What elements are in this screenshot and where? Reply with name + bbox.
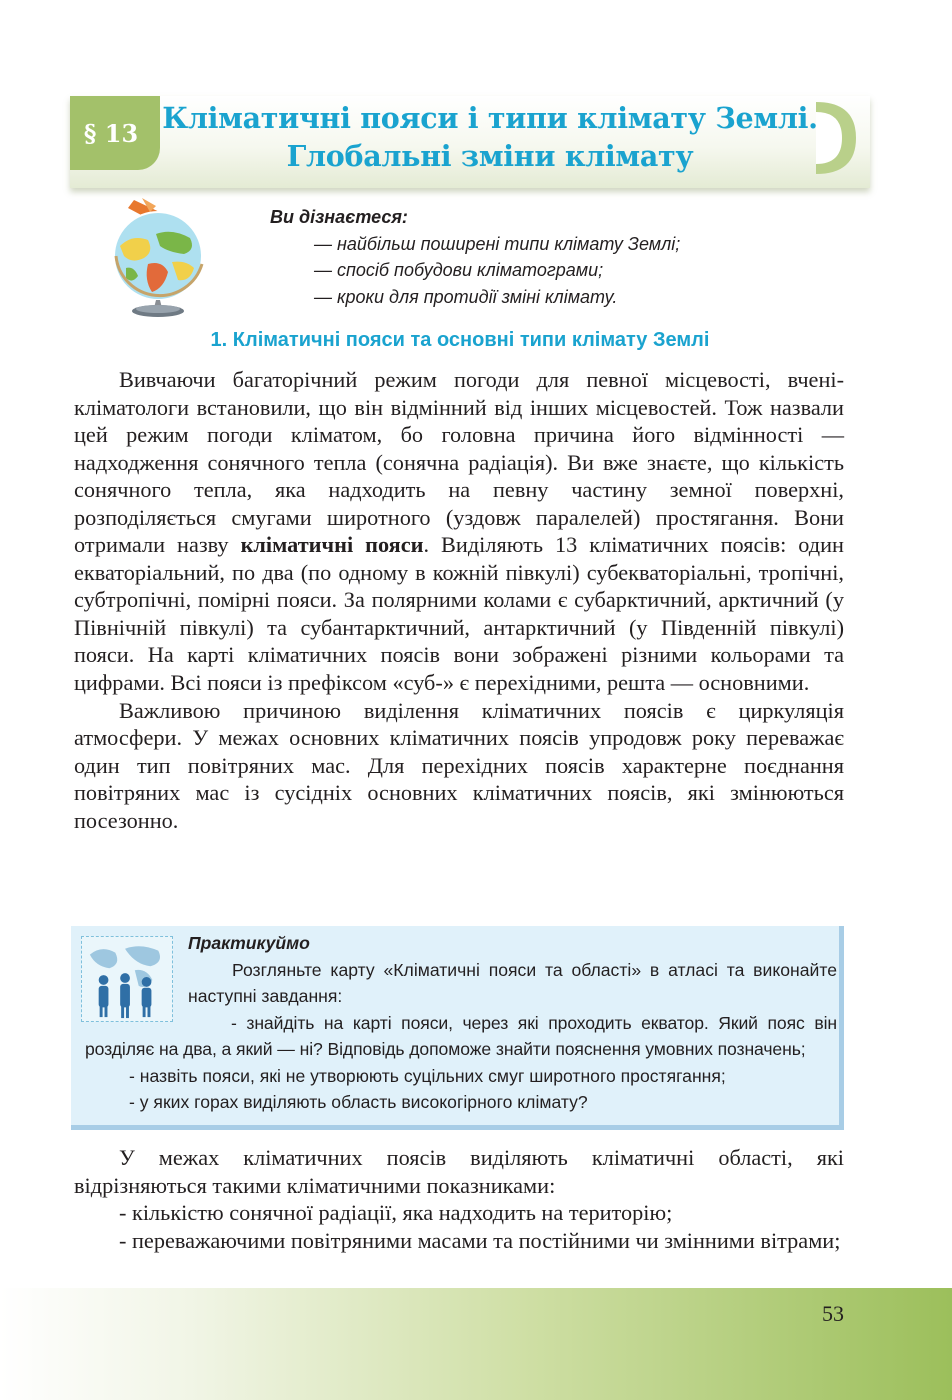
globe-icon xyxy=(98,194,226,320)
section-heading: 1. Кліматичні пояси та основні типи клімату Землі xyxy=(210,329,710,351)
learn-item: — спосіб побудови кліматограми; xyxy=(314,260,604,280)
title-line-2: Глобальні зміни клімату xyxy=(286,139,694,173)
paragraph-4: - кількістю сонячної радіації, яка надходить на територію; xyxy=(119,1200,673,1226)
page-title xyxy=(160,99,820,175)
paragraph-badge: § 13 xyxy=(70,96,160,170)
practice-intro: Розгляньте карту «Кліматичні пояси та області» в атласі та виконайте наступні завдання: xyxy=(188,959,837,1006)
page-number: 53 xyxy=(822,1301,844,1326)
title-line-1: Кліматичні пояси і типи клімату Землі. xyxy=(162,101,818,135)
paragraph-1 xyxy=(74,366,844,697)
practice-task: - назвіть пояси, які не утворюють суцільних смуг широтного простягання; xyxy=(129,1065,726,1086)
footer-band xyxy=(0,1288,952,1400)
paragraph-2: Важливою причиною виділення кліматичних поясів є циркуляція атмосфери. У межах основних кліматичних поясів упродовж року переважає один тип повітряних мас. Для перехідних поясів характерне поєднання повітряних мас із сусідніх основних кліматичних поясів, які змінюються посезонно. xyxy=(74,697,844,833)
learn-item: — кроки для протидії зміні клімату. xyxy=(314,286,618,307)
body-text-top xyxy=(74,366,844,834)
body-text-bottom xyxy=(74,1144,844,1254)
practice-box xyxy=(71,926,844,1130)
paragraph-5: - переважаючими повітряними масами та постійними чи змінними вітрами; xyxy=(119,1227,841,1253)
practice-task: - у яких горах виділяють область високогірного клімату? xyxy=(129,1092,588,1112)
paragraph-3: У межах кліматичних поясів виділяють кліматичні області, які відрізняються такими кліматичними показниками: xyxy=(74,1145,844,1198)
practice-task: - знайдіть на карті пояси, через які проходить екватор. Який пояс він розділяє на два, а який — ні? Відповідь допоможе знайти пояснення умовних позначень; xyxy=(85,1012,837,1059)
practice-heading: Практикуймо xyxy=(188,933,310,953)
paragraph-1-part-a: Вивчаючи багаторічний режим погоди для певної місцевості, вчені-кліматологи встановили, що він відмінний від інших місцевостей. Тож назвали цей режим погоди кліматом, бо головна причина його відмінності — надходження сонячного тепла (сонячна радіація). Ви вже знаєте, що кількість сонячного тепла, яка надходить на певну частину земної поверхні, розподіляється смугами широтного (уздовж паралелей) простягання. Вони отримали назву xyxy=(74,367,844,558)
learn-block xyxy=(270,204,830,310)
paragraph-1-part-b: . Виділяють 13 кліматичних поясів: один екваторіальний, по два (по одному в кожній півкулі) субекваторіальні, тропічні, субтропічні, помірні пояси. За полярними колами є субарктичний, арктичний (у Північній півкулі) та субантарктичний, антарктичний (у Південній півкулі) пояси. На карті кліматичних поясів вони зображені різними кольорами та цифрами. Всі пояси із префіксом «суб-» є перехідними, решта — основними. xyxy=(74,532,844,696)
learn-heading: Ви дізнаєтеся: xyxy=(270,207,408,227)
learn-item: — найбільш поширені типи клімату Землі; xyxy=(314,233,681,254)
key-term: кліматичні пояси xyxy=(240,532,424,558)
practice-text xyxy=(85,930,837,1116)
